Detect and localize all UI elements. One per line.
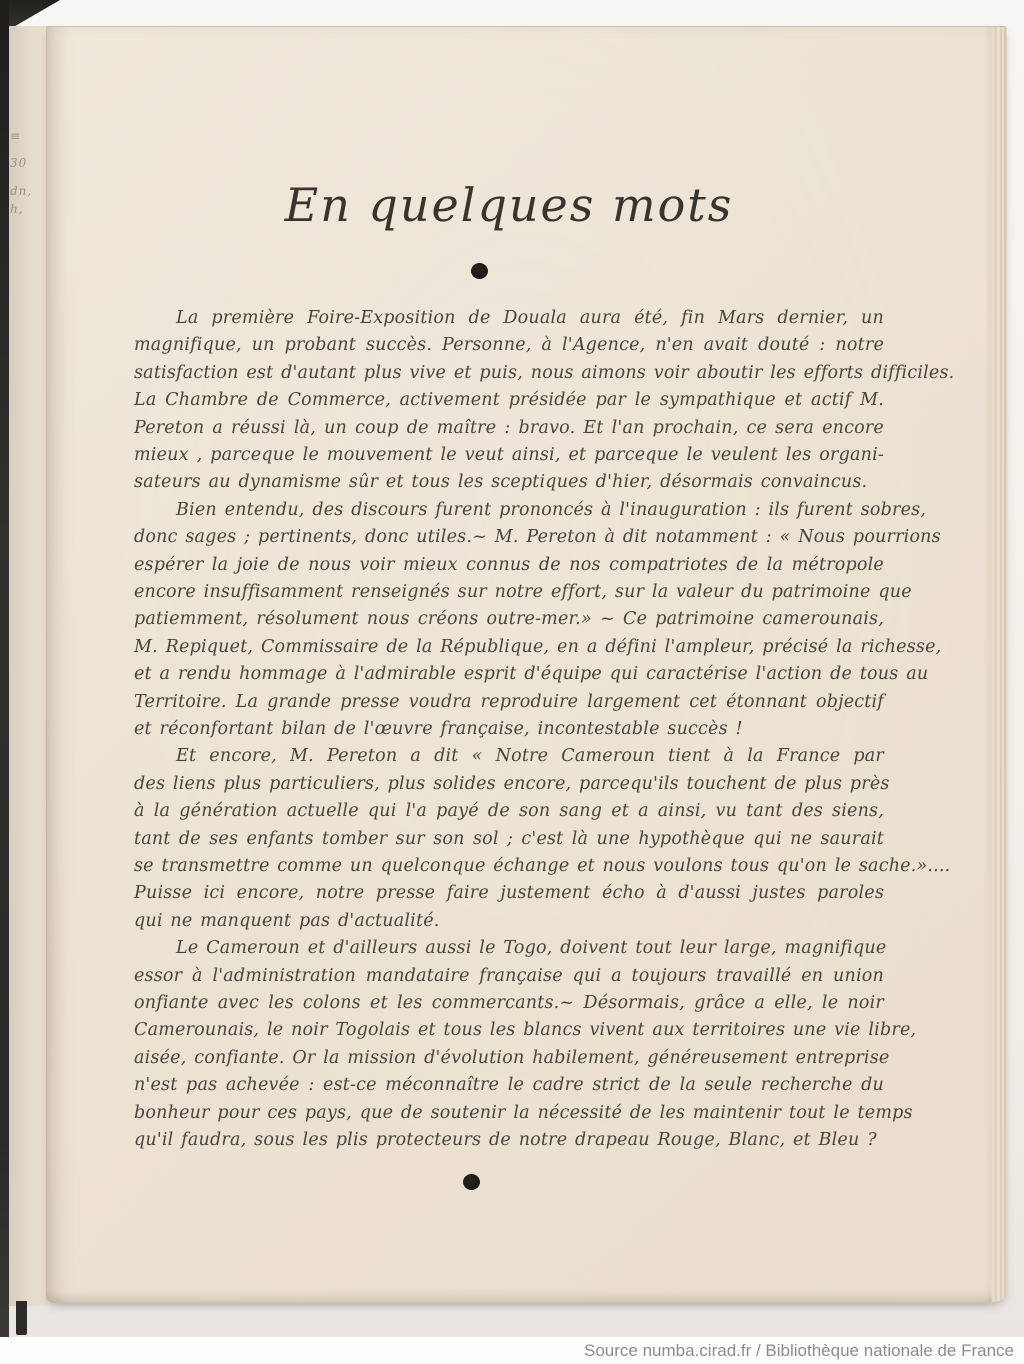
text-line: encore insuffisamment renseignés sur notre effort, sur la valeur du patrimoine que xyxy=(134,581,912,602)
body-text xyxy=(134,305,955,1155)
paragraph xyxy=(134,497,942,744)
text-line: qui ne manquent pas d'actualité. xyxy=(134,910,440,931)
text-line: Bien entendu, des discours furent prononcés à l'inauguration : ils furent sobres, xyxy=(176,499,927,520)
paragraph xyxy=(134,935,917,1154)
text-line: essor à l'administration mandataire française qui a toujours travaillé en union xyxy=(134,965,884,986)
page-edge-stack xyxy=(985,27,1007,1303)
attribution-bar xyxy=(0,1337,1024,1364)
text-line: mieux , parceque le mouvement le veut ainsi, et parceque le veulent les organi- xyxy=(134,444,884,465)
book-spine xyxy=(0,0,9,1340)
text-line: Territoire. La grande presse voudra reproduire largement cet étonnant objectif xyxy=(134,691,884,712)
text-line: et a rendu hommage à l'admirable esprit d'équipe qui caractérise l'action de tous au xyxy=(134,664,929,685)
text-line: à la génération actuelle qui l'a payé de son sang et a ainsi, vu tant des siens, xyxy=(134,801,884,822)
text-line: bonheur pour ces pays, que de soutenir la nécessité de les maintenir tout le temps xyxy=(134,1102,913,1123)
page-content xyxy=(134,178,955,1190)
text-line: Puisse ici encore, notre presse faire justement écho à d'aussi justes paroles xyxy=(134,883,884,904)
text-line: des liens plus particuliers, plus solides encore, parcequ'ils touchent de plus près xyxy=(134,773,890,794)
attribution-text: Source numba.cirad.fr / Bibliothèque nationale de France xyxy=(584,1341,1014,1360)
text-line: qu'il faudra, sous les plis protecteurs de notre drapeau Rouge, Blanc, et Bleu ? xyxy=(134,1130,877,1151)
text-line: espérer la joie de nous voir mieux connus de nos compatriotes de la métropole xyxy=(134,554,884,575)
text-line: La première Foire-Exposition de Douala aura été, fin Mars dernier, un xyxy=(176,307,884,328)
text-line: n'est pas achevée : est-ce méconnaître le cadre strict de la seule recherche du xyxy=(134,1075,884,1096)
text-line: Camerounais, le noir Togolais et tous les blancs vivent aux territoires une vie libre, xyxy=(134,1020,917,1041)
text-line: donc sages ; pertinents, donc utiles.~ M. Pereton à dit notamment : « Nous pourrions xyxy=(134,527,941,548)
separator-dot-icon xyxy=(471,263,488,279)
text-line: Pereton a réussi là, un coup de maître : bravo. Et l'an prochain, ce sera encore xyxy=(134,417,884,438)
text-line: magnifique, un probant succès. Personne, à l'Agence, n'en avait douté : notre xyxy=(134,335,884,356)
ghost-bleedthrough-mark: ≡ xyxy=(10,129,22,143)
ghost-bleedthrough-mark: dn, xyxy=(10,184,33,198)
text-line: Et encore, M. Pereton a dit « Notre Cameroun tient à la France par xyxy=(176,746,884,767)
paragraph xyxy=(134,743,951,935)
text-line: sateurs au dynamisme sûr et tous les sceptiques d'hier, désormais convaincus. xyxy=(134,472,868,493)
text-line: se transmettre comme un quelconque échange et nous voulons tous qu'on le sache.».... xyxy=(134,856,951,877)
text-line: M. Repiquet, Commissaire de la République, en a défini l'ampleur, précisé la richesse, xyxy=(134,636,942,657)
scanned-page xyxy=(46,26,1007,1303)
text-line: patiemment, résolument nous créons outre-mer.» ~ Ce patrimoine camerounais, xyxy=(134,609,884,630)
text-line: satisfaction est d'autant plus vive et puis, nous aimons voir aboutir les efforts difficiles. xyxy=(134,362,955,383)
ghost-bleedthrough-mark: h, xyxy=(10,202,24,216)
text-line: onfiante avec les colons et les commercants.~ Désormais, grâce a elle, le noir xyxy=(134,993,884,1014)
text-line: aisée, confiante. Or la mission d'évolution habilement, généreusement entreprise xyxy=(134,1047,890,1068)
ghost-bleedthrough-mark: 30 xyxy=(10,156,28,170)
page-title: En quelques mots xyxy=(284,178,734,232)
text-line: et réconfortant bilan de l'œuvre française, incontestable succès ! xyxy=(134,718,743,739)
text-line: La Chambre de Commerce, activement présidée par le sympathique et actif M. xyxy=(134,390,884,411)
text-line: Le Cameroun et d'ailleurs aussi le Togo, doivent tout leur large, magnifique xyxy=(176,938,887,959)
underlying-page-edge xyxy=(9,26,48,1306)
binding-tab xyxy=(16,1301,27,1335)
paragraph xyxy=(134,305,955,497)
separator-dot-icon xyxy=(463,1174,480,1190)
text-line: tant de ses enfants tomber sur son sol ; c'est là une hypothèque qui ne saurait xyxy=(134,828,884,849)
